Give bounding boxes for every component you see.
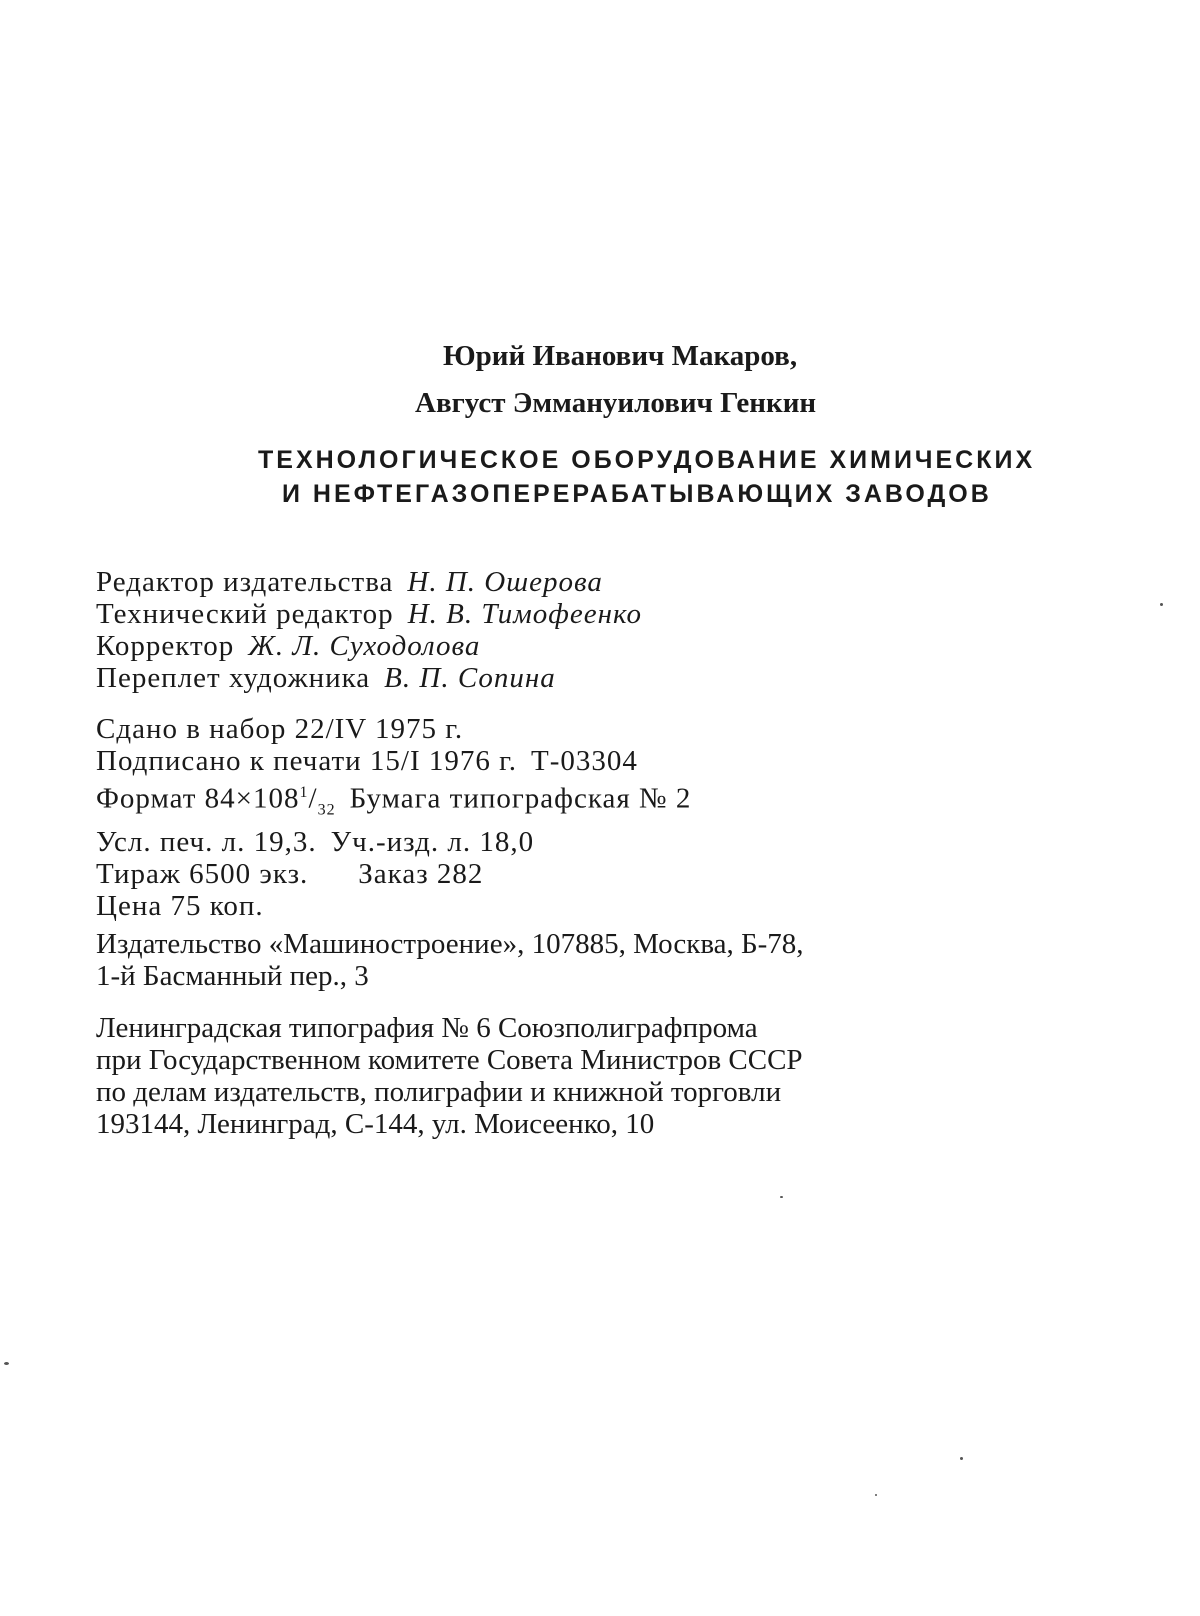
publisher-line: Издательство «Машиностроение», 107885, Москва, Б-78, xyxy=(96,928,804,960)
signed-date xyxy=(96,745,691,777)
scan-speck xyxy=(4,1362,9,1365)
staff-line xyxy=(96,598,642,630)
format-prefix: Формат 84×108 xyxy=(96,782,300,815)
staff-name: Ж. Л. Суходолова xyxy=(248,630,481,662)
publisher-sheets: Уч.-изд. л. 18,0 xyxy=(330,826,535,859)
format-numerator: 1 xyxy=(299,784,309,801)
signed-text: Подписано к печати 15/I 1976 г. xyxy=(96,745,518,777)
paper-type: Бумага типографская № 2 xyxy=(349,782,692,815)
staff-credits xyxy=(96,566,642,694)
signed-code: Т-03304 xyxy=(531,745,638,777)
print-details xyxy=(96,713,691,922)
order-number: Заказ 282 xyxy=(358,858,484,891)
printer-line: 193144, Ленинград, С-144, ул. Моисеенко, 10 xyxy=(96,1108,655,1140)
run-line xyxy=(96,858,691,890)
scan-speck xyxy=(875,1494,877,1496)
submitted-date: Сдано в набор 22/IV 1975 г. xyxy=(96,713,464,745)
staff-role: Редактор издательства xyxy=(96,566,394,598)
staff-role: Технический редактор xyxy=(96,598,394,630)
scan-speck xyxy=(1160,603,1163,606)
sheets-line xyxy=(96,826,691,858)
printer-line: при Государственном комитете Совета Министров СССР xyxy=(96,1044,803,1076)
scan-speck xyxy=(780,1196,783,1198)
staff-line xyxy=(96,566,642,598)
staff-name: В. П. Сопина xyxy=(384,662,556,694)
printer-line: Ленинградская типография № 6 Союзполиграфпрома xyxy=(96,1012,758,1044)
author-name: Юрий Иванович Макаров, xyxy=(443,340,798,372)
staff-role: Корректор xyxy=(96,630,235,662)
print-run: Тираж 6500 экз. xyxy=(96,858,309,891)
author-name: Август Эммануилович Генкин xyxy=(415,387,817,419)
format-line: Формат $84\times 108^1/_{32}$ Бумага типографская № 2 xyxy=(96,782,692,819)
price: Цена 75 коп. xyxy=(96,890,264,923)
staff-name: Н. В. Тимофеенко xyxy=(407,598,642,630)
format-denominator: 32 xyxy=(317,801,336,819)
staff-line xyxy=(96,662,642,694)
staff-name: Н. П. Ошерова xyxy=(407,566,603,598)
scan-speck xyxy=(960,1457,963,1460)
publisher-line: 1-й Басманный пер., 3 xyxy=(96,960,369,992)
printer-line: по делам издательств, полиграфии и книжной торговли xyxy=(96,1076,782,1108)
book-title: И НЕФТЕГАЗОПЕРЕРАБАТЫВАЮЩИХ ЗАВОДОВ xyxy=(282,480,992,508)
staff-line xyxy=(96,630,642,662)
printer-info xyxy=(96,1012,803,1140)
staff-role: Переплет художника xyxy=(96,662,371,694)
print-sheets: Усл. печ. л. 19,3. xyxy=(96,826,317,859)
publisher-info xyxy=(96,928,804,992)
book-title: ТЕХНОЛОГИЧЕСКОЕ ОБОРУДОВАНИЕ ХИМИЧЕСКИХ xyxy=(258,446,1036,474)
